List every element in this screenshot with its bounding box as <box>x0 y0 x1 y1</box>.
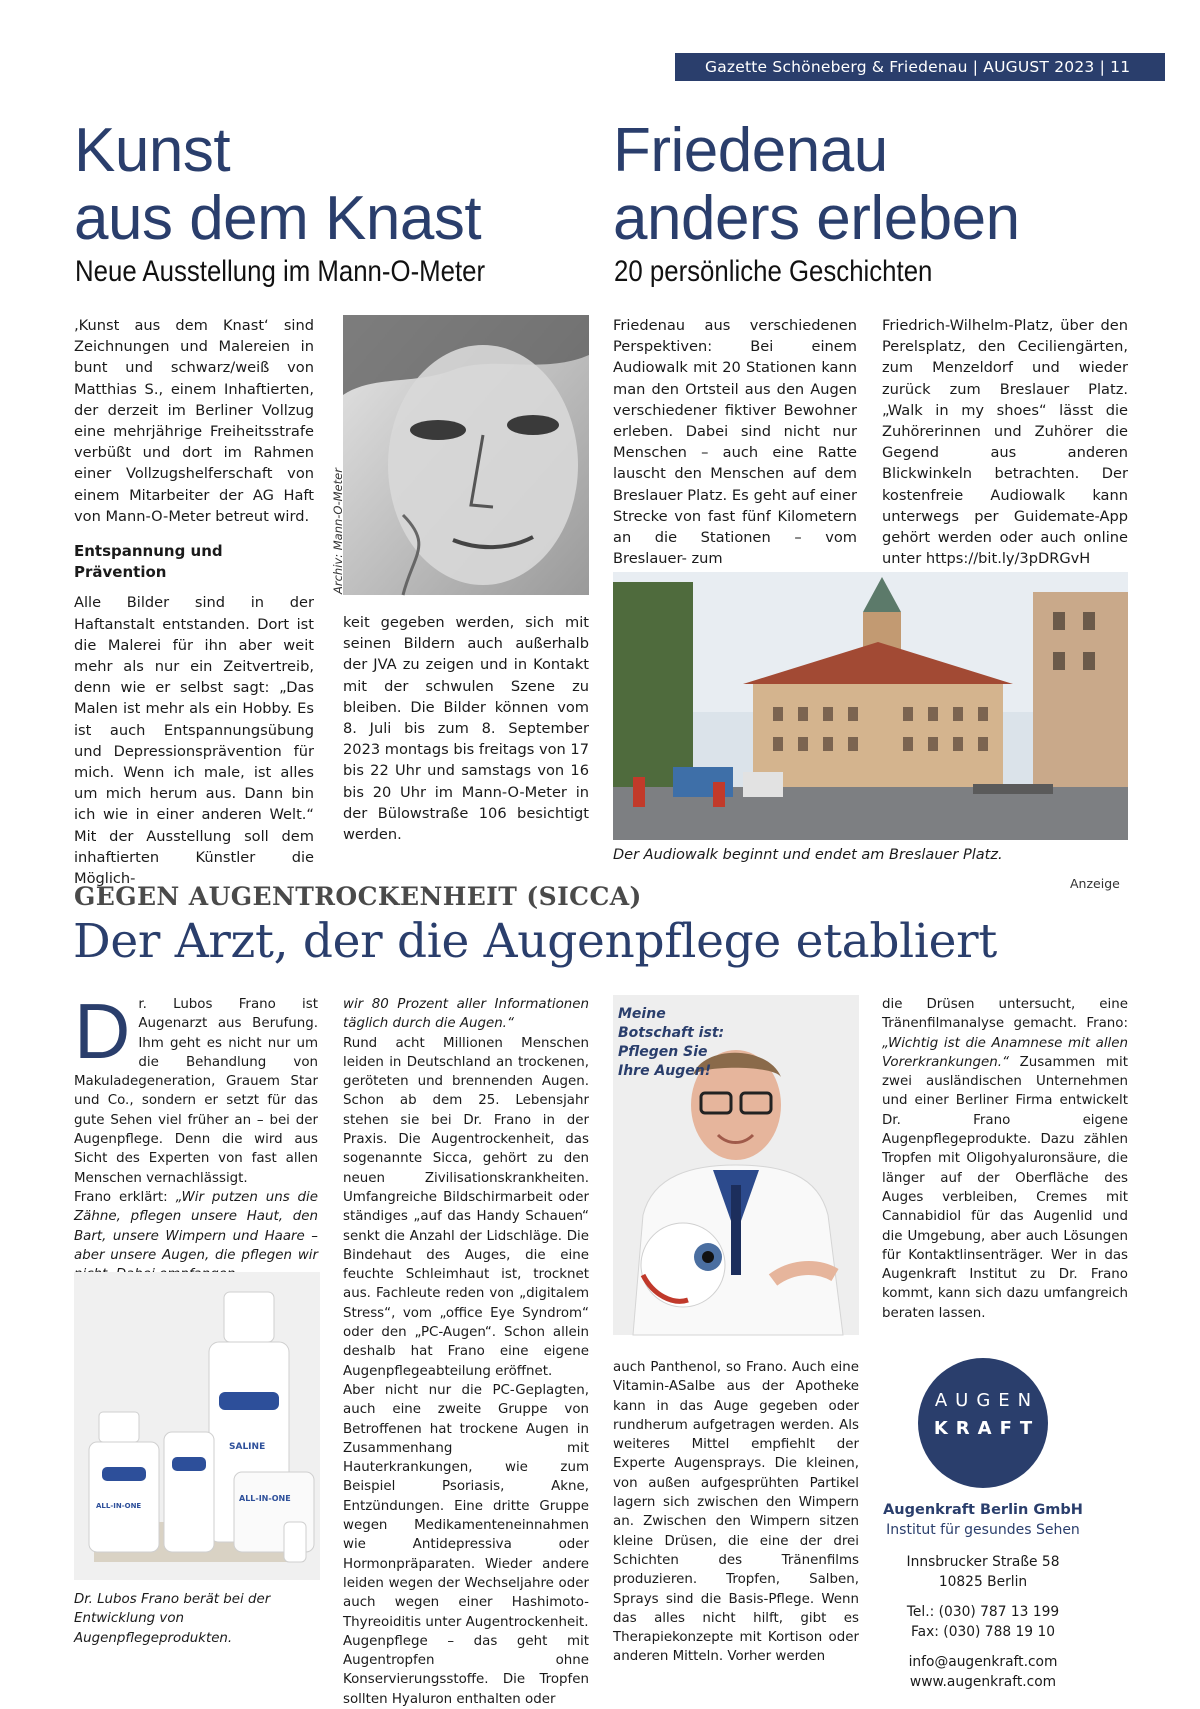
ad-col1-p1 <box>74 987 318 1188</box>
article-left-intro: ‚Kunst aus dem Knast‘ sind Zeichnungen und Malereien in bunt und schwarz/weiß von Matthias S., einem Inhaftierten, der derzeit im Berliner Vollzug eine mehrjährige Freiheitsstrafe verbüßt und dort im Rahmen einer Vollzugshelferschaft von einem Mitarbeiter der AG Haft von Mann-O-Meter betreut wird. <box>74 317 314 525</box>
ad-quote: Meine Botschaft ist: Pflegen Sie Ihre Augen! <box>618 1006 725 1079</box>
headline-line: Friedenau <box>613 116 888 185</box>
drop-cap: D <box>74 987 131 1075</box>
ad-label: Anzeige <box>1070 876 1120 891</box>
street-scene-graphic <box>613 572 1128 840</box>
ad-col4 <box>882 995 1128 1323</box>
article-left-headline <box>74 117 481 253</box>
ad-col1 <box>74 987 318 1284</box>
ad-col2-p1: Rund acht Millionen Menschen leiden in Deutschland an trockenen, geröteten und brennenden Augen. Schon ab dem 25. Lebensjahr stehen sie bei Dr. Frano in der Praxis. Die Augentrockenheit, das sogenannte Sicca, gehört zu den neuen Zivilisationskrankheiten. Umfangreiche Bildschirmarbeit oder ständiges „auf das Handy Schauen“ senkt die Anzahl der Lidschläge. Die Bindehaut des Auges, die eine feuchte Schleimhaut ist, trocknet aus. Fachleute reden von „digitalem Stress“, vom „office Eye Syndrom“ oder den „PC-Augen“. Schon allein deshalb hat Frano eine eigene Augenpflegeabteilung eröffnet. <box>343 1035 589 1379</box>
ad-col2-quote: wir 80 Prozent aller Informationen täglich durch die Augen.“ <box>343 997 589 1032</box>
portrait-drawing-graphic <box>343 315 589 595</box>
ad-col3 <box>613 1358 859 1667</box>
ad-kicker: GEGEN AUGENTROCKENHEIT (SICCA) <box>74 882 642 911</box>
ad-col2 <box>343 995 589 1709</box>
logo-text-augen: AUGEN <box>934 1390 1040 1411</box>
article-left-subhead: Neue Ausstellung im Mann-O-Meter <box>75 255 486 288</box>
ad-col4-quote: „Wichtig ist die Anamnese mit allen Vorerkrankungen.“ <box>882 1035 1128 1070</box>
article-right-col1 <box>613 315 857 569</box>
article-right-subhead: 20 persönliche Geschichten <box>614 255 933 288</box>
logo-text-kraft: KRAFT <box>933 1418 1041 1439</box>
ad-col1-p2 <box>74 1188 318 1284</box>
header-text: Gazette Schöneberg & Friedenau | AUGUST 2023 | 11 <box>705 58 1131 76</box>
ad-headline: Der Arzt, der die Augenpflege etabliert <box>73 914 997 969</box>
ad-col1-p2-quote: „Wir putzen uns die Zähne, pflegen unsere Haut, den Bart, unsere Wimpern und Haare – aber unsere Augen, die pflegen wir <box>74 1189 318 1263</box>
company-claim: Institut für gesundes Sehen <box>886 1522 1080 1538</box>
phone-number: Tel.: (030) 787 13 199 <box>906 1604 1060 1620</box>
product-label-saline: SALINE <box>229 1442 266 1452</box>
headline-line: Kunst <box>74 116 231 185</box>
breslauer-platz-photo <box>613 572 1128 840</box>
product-label-allinone-large: ALL-IN-ONE <box>239 1494 291 1503</box>
article-right-col2-text: Friedrich-Wilhelm-Platz, über den Perelsplatz, den Ceciliengärten, zum Menzeldorf und wieder zurück zum Breslauer Platz. „Walk in my shoes“ lässt die Zuhörerinnen und Zuhörer die Gegend aus anderen Blickwinkeln betrachten. Der kostenfreie Audiowalk kann unterwegs per Guidemate-App gehört werden oder auch online unter https://bit.ly/3pDRGvH <box>882 317 1128 568</box>
headline-line: aus dem Knast <box>74 184 482 253</box>
fax-number: Fax: (030) 788 19 10 <box>910 1624 1056 1640</box>
article-right-col2 <box>882 315 1128 569</box>
ad-col2-p3: Augenpflege – das geht mit Augentropfen ohne Konservierungsstoffe. Die Tropfen sollten Hyaluron enthalten oder <box>343 1633 589 1707</box>
ad-col2-p2: Aber nicht nur die PC-Geplagten, auch eine zweite Gruppe von Betroffenen hat trockene Augen in Zusammenhang mit Hauterkrankungen, wie zum Beispiel Psoriasis, Akne, Entzündungen. Eine dritte Gruppe wegen Medikamenteneinnahmen wie Antidepressiva oder Hormonpräparaten. Wieder andere leiden wegen der Wechseljahre oder auch wegen einer Hashimoto-Thyreoiditis unter Augentrockenheit. <box>343 1382 589 1630</box>
address-street: Innsbrucker Straße 58 <box>906 1554 1060 1570</box>
article-left-intro-column <box>74 315 314 889</box>
gazette-header <box>675 53 1165 81</box>
ad-col4-text <box>882 995 1128 1323</box>
eye-care-products-photo <box>74 1272 320 1580</box>
ad-col3-text: auch Panthenol, so Frano. Auch eine Vitamin-ASalbe aus der Apotheke kann in das Auge gegeben oder rundherum aufgetragen werden. Als weiteres Mittel empfiehlt der Experte Augensprays. Die kleinen, von außen aufgesprühten Partikel lagern sich zwischen den Wimpern an. Zwischen den Wimpern sitzen kleine Drüsen, die eine der drei Schichten des Tränenfilms produzieren. Tropfen, Salben, Sprays sind die Basis-Pflege. Wenn das alles nicht hilft, gibt es Therapiekonzepte mit Kortison oder anderen Mitteln. Vorher werden <box>613 1360 859 1665</box>
products-graphic <box>74 1272 320 1580</box>
website-link[interactable]: www.augenkraft.com <box>909 1674 1057 1690</box>
article-right-col1-text: Friedenau aus verschiedenen Perspektiven: Bei einem Audiowalk mit 20 Stationen kann man den Ortsteil aus den Augen verschiedener fiktiver Bewohner erleben. Dabei sind nicht nur Menschen – auch eine Ratte lauscht den Menschen auf dem Breslauer Platz. Es geht auf einer Strecke von fast fünf Kilometern an die Stationen – vom Breslauer- zum <box>613 317 857 568</box>
article-left-subheading: Entspannung und Prävention <box>74 542 223 582</box>
article-left-body1: Alle Bilder sind in der Haftanstalt entstanden. Dort ist die Malerei für ihn aber weit mehr als nur ein Zeitvertreib, denn wie er selbst sagt: „Das Malen ist mehr als ein Hobby. Es ist auch Entspannungsübung und Depressionsprävention für mich. Wenn ich male, ist alles um mich herum aus. Dann bin ich wie in einer anderen Welt.“ Mit der Ausstellung soll dem inhaftierten Künstler die Möglich- <box>74 594 314 888</box>
photo-credit: Archiv: Mann-O-Meter <box>331 468 345 594</box>
ad-col4-p2: Zusammen mit zwei ausländischen Unternehmen und einer Berliner Firma entwickelt Dr. Frano eigene Augenpflegeprodukte. Dazu zählen Tropfen mit Oligohyaluronsäure, die länger auf der Oberfläche des Auges verbleiben, Cremes mit Cannabidiol für das Augenlid und die Umgebung, aber auch Lösungen für Kontaktlinsenträger. Wer in das Augenkraft Institut zu Dr. Frano kommt, kann sich dazu umfangreich beraten lassen. <box>882 1054 1128 1321</box>
product-label-allinone: ALL-IN-ONE <box>96 1502 142 1510</box>
portrait-drawing-photo <box>343 315 589 595</box>
address-city: 10825 Berlin <box>938 1574 1028 1590</box>
ad-col4-p1: die Drüsen untersucht, eine Tränenfilmanalyse gemacht. Frano: <box>882 997 1128 1032</box>
email-link[interactable]: info@augenkraft.com <box>908 1654 1058 1670</box>
products-caption: Dr. Lubos Frano berät bei der Entwicklung von Augenpflegeprodukten. <box>74 1592 271 1646</box>
article-left-body2: keit gegeben werden, sich mit seinen Bildern auch außerhalb der JVA zu zeigen und in Kontakt mit der schwulen Szene zu bleiben. Die Bilder können vom 8. Juli bis zum 8. September 2023 montags bis freitags von 17 bis 22 Uhr und samstags von 16 bis 20 Uhr im Mann-O-Meter in der Bülowstraße 106 besichtigt werden. <box>343 614 589 844</box>
ad-col1-p1-text: r. Lubos Frano ist Augenarzt aus Berufung. Ihm geht es nicht nur um die Behandlung von Makuladegeneration, Grauem Star und Co., sondern er setzt für das gute Sehen viel früher an – bei der Augenpflege. Denn die wird aus Sicht des Experten von fast allen Menschen vernachlässigt. <box>74 997 318 1186</box>
article-left-body2-column <box>343 612 589 845</box>
ad-col1-caption-block <box>74 1590 320 1648</box>
headline-line: anders erleben <box>613 184 1020 253</box>
article-right-headline <box>613 117 1020 253</box>
ad-col1-p2-lead: Frano erklärt: <box>74 1189 176 1205</box>
company-name: Augenkraft Berlin GmbH <box>883 1502 1083 1518</box>
street-photo-caption: Der Audiowalk beginnt und endet am Breslauer Platz. <box>613 847 1003 863</box>
